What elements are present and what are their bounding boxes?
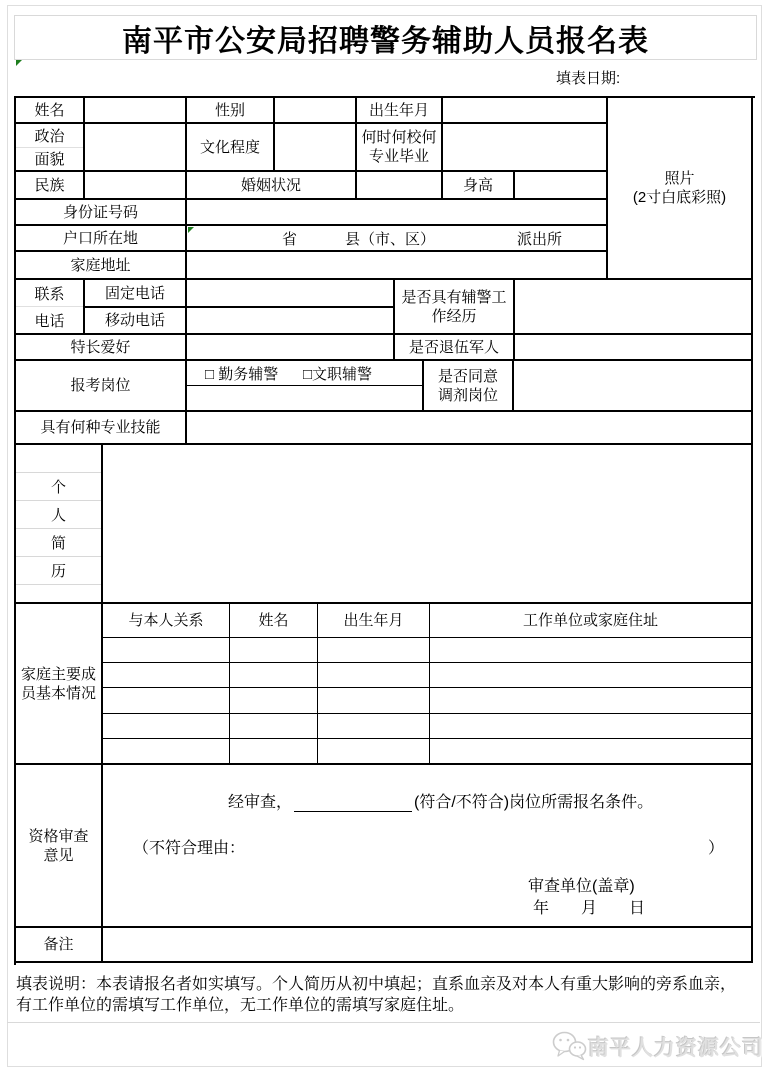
veteran-input-cell[interactable]	[515, 335, 753, 361]
resume-content-cell[interactable]	[103, 445, 753, 604]
family-header-relation: 与本人关系	[103, 604, 230, 638]
resume-spacer-cell	[16, 445, 101, 473]
family-cell[interactable]	[230, 739, 318, 765]
family-cell[interactable]	[430, 663, 753, 688]
name-input-cell[interactable]	[85, 98, 187, 124]
adjust-label-line1: 是否同意	[437, 367, 498, 385]
family-cell[interactable]	[318, 638, 430, 663]
family-cell[interactable]	[230, 714, 318, 739]
contact-label-line2: 电话	[34, 312, 65, 330]
family-cell[interactable]	[430, 714, 753, 739]
education-input-cell[interactable]	[275, 124, 357, 172]
form-note-line2: 有工作单位的需填写工作单位，无工作单位的需填写家庭住址。	[16, 997, 465, 1014]
aux-exp-input-cell[interactable]	[515, 280, 753, 335]
review-reason-close: ）	[708, 840, 725, 857]
home-address-label: 家庭地址	[16, 252, 187, 280]
resume-char-4: 历	[16, 557, 101, 585]
ethnicity-input-cell[interactable]	[85, 172, 187, 200]
wechat-icon	[551, 1030, 587, 1067]
family-cell[interactable]	[230, 688, 318, 714]
contact-label-line1: 联系	[16, 280, 83, 307]
resume-label-column	[16, 445, 103, 604]
graduation-label-line2: 专业毕业	[368, 148, 429, 165]
company-watermark: 南平人力资源公司	[588, 1037, 764, 1060]
form-title-box	[14, 15, 757, 60]
graduation-label-line1: 何时何校何	[361, 129, 437, 146]
resume-spacer-cell	[16, 585, 101, 602]
excel-marker-icon	[16, 60, 22, 66]
aux-exp-label-cell	[395, 280, 515, 335]
height-input-cell[interactable]	[515, 172, 608, 200]
position-label: 报考岗位	[16, 361, 187, 412]
family-cell[interactable]	[230, 663, 318, 688]
family-cell[interactable]	[103, 714, 230, 739]
review-result-line	[228, 789, 653, 812]
home-address-input-cell[interactable]	[187, 252, 608, 280]
skills-input-cell[interactable]	[187, 412, 753, 445]
birth-label: 出生年月	[357, 98, 443, 124]
position-options-cell	[187, 361, 424, 386]
family-cell[interactable]	[430, 739, 753, 765]
review-line-post: (符合/不符合)岗位所需报名条件。	[414, 794, 654, 811]
form-table	[14, 96, 755, 965]
political-label-line2: 面貌	[34, 151, 65, 169]
family-cell[interactable]	[103, 663, 230, 688]
ethnicity-label: 民族	[16, 172, 85, 200]
hukou-county-label: 县（市、区）	[345, 230, 436, 248]
page-title: 南平市公安局招聘警务辅助人员报名表	[122, 24, 649, 58]
family-label-cell	[16, 604, 103, 765]
review-label-cell	[16, 765, 103, 928]
family-header-birth: 出生年月	[318, 604, 430, 638]
excel-marker-icon	[188, 227, 194, 233]
hukou-label: 户口所在地	[16, 226, 187, 252]
photo-label: 照片	[664, 170, 695, 187]
aux-exp-label-line1: 是否具有辅警工	[401, 288, 507, 306]
marital-label: 婚姻状况	[187, 172, 357, 200]
family-cell[interactable]	[230, 638, 318, 663]
family-cell[interactable]	[103, 638, 230, 663]
position-option-duty-checkbox[interactable]: □ 勤务辅警	[205, 365, 279, 383]
position-blank-cell[interactable]	[187, 386, 424, 412]
family-cell[interactable]	[318, 688, 430, 714]
fill-date-label: 填表日期:	[556, 70, 621, 87]
review-content-cell	[103, 765, 753, 928]
family-label-line1: 家庭主要成	[20, 665, 96, 683]
family-cell[interactable]	[318, 663, 430, 688]
mobile-label: 移动电话	[85, 308, 187, 335]
landline-label: 固定电话	[85, 280, 187, 308]
family-cell[interactable]	[103, 688, 230, 714]
review-result-blank[interactable]	[294, 795, 412, 812]
veteran-label: 是否退伍军人	[395, 335, 515, 361]
family-label-line2: 员基本情况	[20, 684, 96, 702]
review-date-label: 年 月 日	[533, 900, 646, 917]
review-line-pre: 经审查，	[228, 794, 293, 811]
remark-label: 备注	[16, 928, 103, 963]
political-label-cell	[16, 124, 85, 172]
specialty-input-cell[interactable]	[187, 335, 395, 361]
review-stamp-label: 审查单位(盖章)	[528, 878, 635, 895]
landline-input-cell[interactable]	[187, 280, 395, 308]
resume-char-1: 个	[16, 473, 101, 501]
hukou-input-cell[interactable]	[187, 226, 608, 252]
height-label: 身高	[443, 172, 515, 200]
political-input-cell[interactable]	[85, 124, 187, 172]
aux-exp-label-line2: 作经历	[431, 307, 477, 325]
birth-input-cell[interactable]	[443, 98, 608, 124]
review-reason-open: （不符合理由：	[133, 840, 246, 857]
family-cell[interactable]	[430, 688, 753, 714]
skills-label: 具有何种专业技能	[16, 412, 187, 445]
hukou-province-label: 省	[282, 230, 298, 248]
hukou-station-label: 派出所	[517, 230, 563, 248]
gender-label: 性别	[187, 98, 275, 124]
photo-cell[interactable]	[608, 98, 753, 280]
review-label-line1: 资格审查	[28, 827, 89, 845]
contact-label-cell	[16, 280, 85, 335]
education-label: 文化程度	[187, 124, 275, 172]
specialty-label: 特长爱好	[16, 335, 187, 361]
id-number-input-cell[interactable]	[187, 200, 608, 226]
graduation-input-cell[interactable]	[443, 124, 608, 172]
id-number-label: 身份证号码	[16, 200, 187, 226]
resume-char-3: 简	[16, 529, 101, 557]
adjust-label-cell	[424, 361, 514, 412]
political-label-line1: 政治	[16, 124, 83, 148]
family-header-name: 姓名	[230, 604, 318, 638]
family-cell[interactable]	[430, 638, 753, 663]
mobile-input-cell[interactable]	[187, 308, 395, 335]
review-label-line2: 意见	[43, 846, 74, 864]
family-header-workunit: 工作单位或家庭住址	[430, 604, 753, 638]
graduation-label-cell	[357, 124, 443, 172]
gender-input-cell[interactable]	[275, 98, 357, 124]
marital-input-cell[interactable]	[357, 172, 443, 200]
family-cell[interactable]	[318, 739, 430, 765]
adjust-input-cell[interactable]	[514, 361, 753, 412]
footer-divider	[7, 1022, 760, 1023]
name-label: 姓名	[16, 98, 85, 124]
position-option-civilian-checkbox[interactable]: □文职辅警	[303, 365, 373, 383]
remark-input-cell[interactable]	[103, 928, 753, 963]
photo-note: (2寸白底彩照)	[632, 189, 727, 206]
form-note-line1: 填表说明：本表请报名者如实填写。个人简历从初中填起；直系血亲及对本人有重大影响的旁系血亲，	[16, 976, 737, 993]
family-cell[interactable]	[103, 739, 230, 765]
resume-char-2: 人	[16, 501, 101, 529]
adjust-label-line2: 调剂岗位	[437, 386, 498, 404]
family-cell[interactable]	[318, 714, 430, 739]
